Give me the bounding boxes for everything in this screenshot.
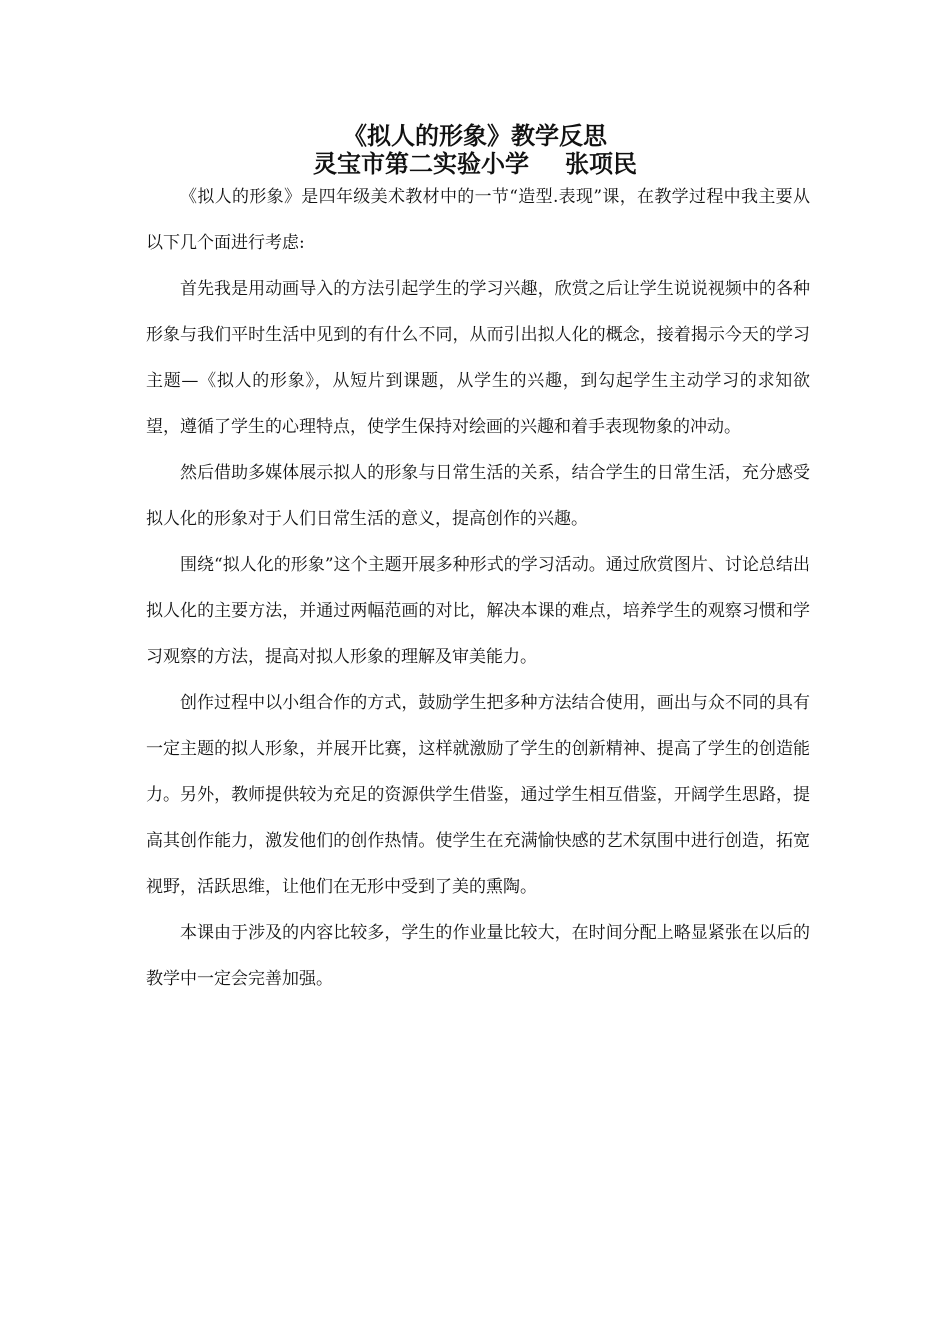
paragraph-then: 然后借助多媒体展示拟人的形象与日常生活的关系，结合学生的日常生活，充分感受拟人化的形象对于人们日常生活的意义，提高创作的兴趣。 [146, 463, 810, 529]
author-name: 张项民 [565, 149, 637, 178]
document-body [146, 174, 810, 1002]
paragraph-creation: 创作过程中以小组合作的方式，鼓励学生把多种方法结合使用，画出与众不同的具有一定主题的拟人形象，并展开比赛，这样就激励了学生的创新精神、提高了学生的创造能力。另外，教师提供较为充足的资源供学生借鉴，通过学生相互借鉴，开阔学生思路，提高其创作能力，激发他们的创作热情。使学生在充满愉快感的艺术氛围中进行创造，拓宽视野，活跃思维，让他们在无形中受到了美的熏陶。 [146, 693, 810, 897]
document-title: 《拟人的形象》教学反思 [343, 121, 607, 150]
paragraph-first: 首先我是用动画导入的方法引起学生的学习兴趣，欣赏之后让学生说说视频中的各种形象与我们平时生活中见到的有什么不同，从而引出拟人化的概念，接着揭示今天的学习主题—《拟人的形象》，从短片到课题，从学生的兴趣，到勾起学生主动学习的求知欲望，遵循了学生的心理特点，使学生保持对绘画的兴趣和着手表现物象的冲动。 [146, 279, 810, 437]
school-name: 灵宝市第二实验小学 [313, 149, 529, 178]
paragraph-conclusion: 本课由于涉及的内容比较多，学生的作业量比较大，在时间分配上略显紧张在以后的教学中一定会完善加强。 [146, 923, 810, 989]
paragraph-intro: 《拟人的形象》是四年级美术教材中的一节“造型.表现”课，在教学过程中我主要从以下几个面进行考虑: [146, 187, 810, 253]
paragraph-activities: 围绕“拟人化的形象”这个主题开展多种形式的学习活动。通过欣赏图片、讨论总结出拟人化的主要方法，并通过两幅范画的对比，解决本课的难点，培养学生的观察习惯和学习观察的方法，提高对拟人形象的理解及审美能力。 [146, 555, 810, 667]
